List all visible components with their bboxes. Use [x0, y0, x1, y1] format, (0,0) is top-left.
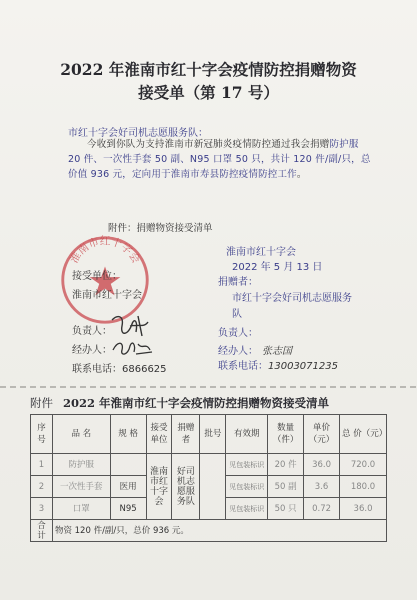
col-header-batch: 批号	[200, 415, 226, 454]
attachment-note: 附件：捐赠物资接受清单	[108, 223, 213, 234]
right-phone-handwritten: 13003071235	[268, 361, 338, 372]
left-org-label: 接受单位：	[72, 271, 122, 282]
fold-line	[0, 386, 417, 388]
table-row	[31, 454, 387, 476]
annex-title-text: 2022 年淮南市红十字会疫情防控捐赠物资接受清单	[63, 396, 330, 410]
left-agent-signature	[110, 336, 156, 360]
row-no: 1	[31, 454, 53, 476]
title-line-2: 接受单（第 17 号）	[138, 83, 279, 102]
right-phone: 联系电话：13003071235	[218, 361, 338, 372]
row-total: 720.0	[340, 454, 387, 476]
right-date: 2022 年 5 月 13 日	[232, 262, 323, 273]
col-header-name: 品 名	[52, 415, 110, 454]
total-row	[31, 520, 387, 542]
svg-text:淮南市红十字会: 淮南市红十字会	[68, 235, 142, 266]
body-part-2: 防护服 20 件、一次性手套 50 副、N95 口罩 50 只，共计 120 件/副/只，总价值 936 元，定向	[68, 139, 371, 180]
body-part-3: 用于淮南市寿县防控疫情防控工作	[151, 169, 297, 180]
col-header-unit-price: 单价（元）	[304, 415, 340, 454]
left-org-name: 淮南市红十字会	[72, 290, 142, 301]
row-qty: 50 只	[268, 498, 304, 520]
row-spec: 医用	[110, 476, 146, 498]
receiver-cell: 淮南市红十字会	[146, 454, 172, 520]
row-validity: 见包装标识	[226, 476, 268, 498]
right-agent-label: 经办人： 张志国	[218, 346, 292, 357]
row-unit-price: 36.0	[304, 454, 340, 476]
right-resp-label: 负责人：	[218, 328, 258, 339]
row-validity: 见包装标识	[226, 454, 268, 476]
donor-cell: 好司机志愿服务队	[172, 454, 200, 520]
donation-list-table	[30, 414, 387, 542]
total-text: 物资 120 件/副/只，总价 936 元。	[52, 520, 386, 542]
right-agent-signature: 张志国	[262, 346, 292, 357]
row-qty: 50 副	[268, 476, 304, 498]
row-total: 36.0	[340, 498, 387, 520]
left-agent-label: 经办人：	[72, 345, 112, 356]
batch-cell	[200, 454, 226, 520]
donor-name-cont: 队	[232, 309, 242, 320]
body-part-4: 。	[296, 169, 307, 180]
annex-label: 附件	[30, 396, 53, 410]
row-no: 2	[31, 476, 53, 498]
row-unit-price: 0.72	[304, 498, 340, 520]
col-header-validity: 有效期	[226, 415, 268, 454]
row-qty: 20 件	[268, 454, 304, 476]
addressee: 市红十字会好司机志愿服务队：	[68, 128, 208, 139]
title-line-1: 2022 年淮南市红十字会疫情防控捐赠物资	[60, 60, 357, 79]
row-name: 防护服	[52, 454, 110, 476]
row-name: 一次性手套	[52, 476, 110, 498]
annex-title	[30, 395, 329, 411]
row-name: 口罩	[52, 498, 110, 520]
col-header-spec: 规 格	[110, 415, 146, 454]
donor-label: 捐赠者：	[218, 277, 258, 288]
row-unit-price: 3.6	[304, 476, 340, 498]
left-phone: 联系电话：6866625	[72, 364, 167, 375]
row-no: 3	[31, 498, 53, 520]
row-spec	[110, 454, 146, 476]
row-validity: 见包装标识	[226, 498, 268, 520]
document-title	[0, 58, 417, 104]
body-part-1: 今收到你队为支持淮南市新冠肺炎疫情防控通过我会捐赠	[87, 139, 330, 150]
left-resp-label: 负责人：	[72, 326, 112, 337]
row-total: 180.0	[340, 476, 387, 498]
total-label: 合计	[31, 520, 53, 542]
right-org-name: 淮南市红十字会	[226, 247, 296, 258]
col-header-qty: 数量（件）	[268, 415, 304, 454]
col-header-no: 序号	[31, 415, 53, 454]
donor-name: 市红十字会好司机志愿服务	[232, 293, 352, 304]
row-spec: N95	[110, 498, 146, 520]
table-header-row	[31, 415, 387, 454]
body-paragraph	[68, 137, 371, 182]
col-header-receiver: 接受单位	[146, 415, 172, 454]
col-header-donor: 捐赠者	[172, 415, 200, 454]
col-header-total: 总 价（元）	[340, 415, 387, 454]
